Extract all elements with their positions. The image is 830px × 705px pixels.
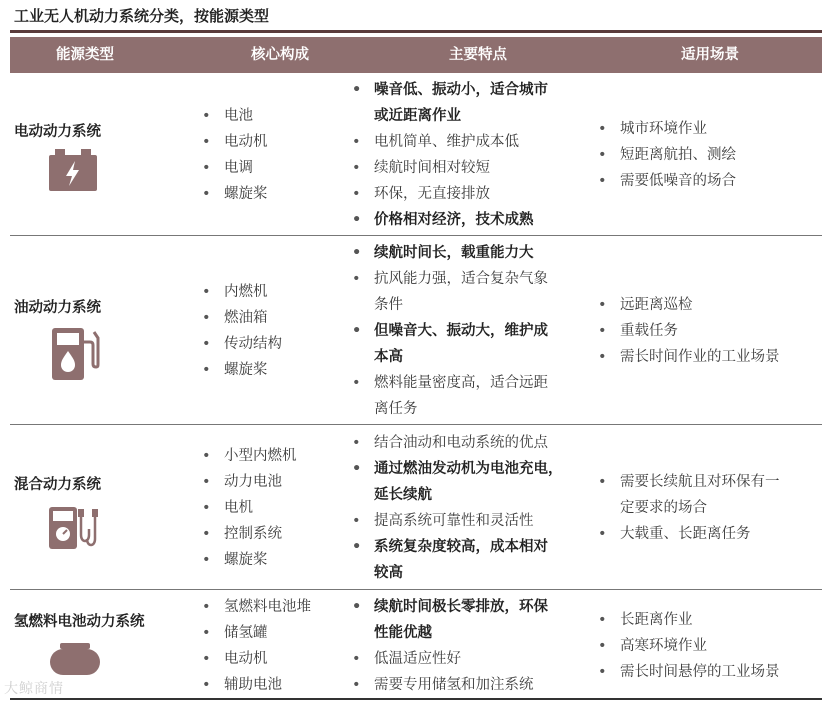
hydrogen-tank-icon [48,641,102,681]
scenario-item: • 需要低噪音的场合 [594,168,736,194]
component-item: • 储氢罐 [198,620,311,646]
component-item: • 电机 [198,495,297,521]
table-header [10,37,822,73]
scenario-item: • 短距离航拍、测绘 [594,142,736,168]
component-item: • 电动机 [198,646,311,672]
scenario-item: • 需长时间作业的工业场景 [594,344,780,370]
category-hydrogen: 氢燃料电池动力系统 [14,614,145,630]
component-item: • 电池 [198,103,268,129]
scenario-item: • 城市环境作业 [594,116,736,142]
scenario-item: • 高寒环境作业 [594,633,780,659]
bottom-rule [10,698,822,700]
component-item: • 电调 [198,155,268,181]
header-energy-type: 能源类型 [56,47,114,63]
features-fuel [348,240,548,422]
feature-item: • 系统复杂度较高，成本相对 较高 [348,534,563,586]
header-scenarios: 适用场景 [681,47,739,63]
component-item: • 内燃机 [198,279,282,305]
row-divider [10,424,822,425]
component-item: • 螺旋桨 [198,357,282,383]
category-electric: 电动动力系统 [14,124,101,140]
scenario-item: • 需长时间悬停的工业场景 [594,659,780,685]
multimeter-icon [47,505,103,555]
feature-item: • 价格相对经济，技术成熟 [348,207,548,233]
features-hydrogen [348,594,548,698]
component-item: • 动力电池 [198,469,297,495]
scenarios-electric [594,116,736,194]
components-fuel [198,279,282,383]
feature-item: • 环保，无直接排放 [348,181,548,207]
row-divider [10,589,822,590]
component-item: • 电动机 [198,129,268,155]
fuel-pump-icon [50,326,100,386]
feature-item: • 燃料能量密度高，适合远距 离任务 [348,370,548,422]
component-item: • 小型内燃机 [198,443,297,469]
component-item: • 传动结构 [198,331,282,357]
feature-item: • 续航时间极长零排放，环保 性能优越 [348,594,548,646]
component-item: • 辅助电池 [198,672,311,698]
scenarios-hydrogen [594,607,780,685]
header-features: 主要特点 [449,47,507,63]
scenario-item: • 大载重、长距离任务 [594,521,780,547]
feature-item: • 续航时间长，载重能力大 [348,240,548,266]
category-hybrid: 混合动力系统 [14,477,101,493]
scenario-item: • 重载任务 [594,318,780,344]
feature-item: • 需要专用储氢和加注系统 [348,672,548,698]
category-fuel: 油动动力系统 [14,300,101,316]
feature-item: • 通过燃油发动机为电池充电， 延长续航 [348,456,563,508]
header-components: 核心构成 [251,47,309,63]
feature-item: • 噪音低、振动小，适合城市 或近距离作业 [348,77,548,129]
row-divider [10,235,822,236]
components-electric [198,103,268,207]
feature-item: • 电机简单、维护成本低 [348,129,548,155]
component-item: • 氢燃料电池堆 [198,594,311,620]
watermark: 大鲸商情 [4,681,64,697]
scenario-item: • 需要长续航且对环保有一 定要求的场合 [594,469,780,521]
feature-item: • 续航时间相对较短 [348,155,548,181]
feature-item: • 但噪音大、振动大，维护成 本高 [348,318,548,370]
scenarios-fuel [594,292,780,370]
feature-item: • 抗风能力强，适合复杂气象 条件 [348,266,548,318]
feature-item: • 低温适应性好 [348,646,548,672]
top-rule [10,30,822,33]
components-hydrogen [198,594,311,698]
feature-item: • 结合油动和电动系统的优点 [348,430,563,456]
component-item: • 螺旋桨 [198,181,268,207]
scenario-item: • 长距离作业 [594,607,780,633]
features-electric [348,77,548,233]
component-item: • 螺旋桨 [198,547,297,573]
features-hybrid [348,430,563,586]
feature-item: • 提高系统可靠性和灵活性 [348,508,563,534]
scenario-item: • 远距离巡检 [594,292,780,318]
battery-icon [47,149,99,197]
page-title: 工业无人机动力系统分类，按能源类型 [14,7,270,25]
component-item: • 燃油箱 [198,305,282,331]
scenarios-hybrid [594,469,780,547]
components-hybrid [198,443,297,573]
component-item: • 控制系统 [198,521,297,547]
